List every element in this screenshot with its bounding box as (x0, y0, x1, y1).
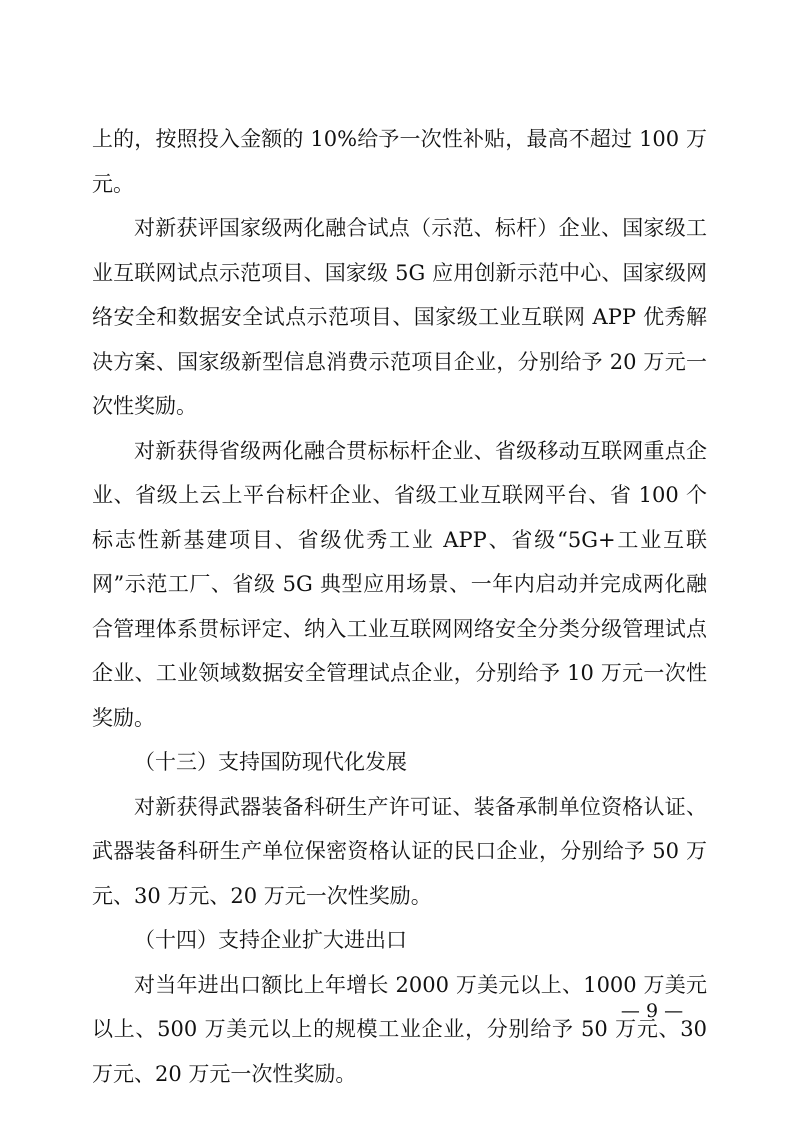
paragraph-national-awards: 对新获评国家级两化融合试点（示范、标杆）企业、国家级工业互联网试点示范项目、国家级 5G 应用创新示范中心、国家级网络安全和数据安全试点示范项目、国家级工业互联网 APP 优秀解决方案、国家级新型信息消费示范项目企业，分别给予 20 万元一次性奖励。 (92, 216, 707, 418)
paragraph-continuation: 上的，按照投入金额的 10%给予一次性补贴，最高不超过 100 万元。 (92, 127, 707, 196)
document-body (92, 117, 707, 1096)
paragraph-trade-awards: 对当年进出口额比上年增长 2000 万美元以上、1000 万美元以上、500 万美元以上的规模工业企业，分别给予 50 万元、30 万元、20 万元一次性奖励。 (92, 972, 707, 1086)
paragraph-defense-awards: 对新获得武器装备科研生产许可证、装备承制单位资格认证、武器装备科研生产单位保密资格认证的民口企业，分别给予 50 万元、30 万元、20 万元一次性奖励。 (92, 794, 707, 908)
section-heading-14: （十四）支持企业扩大进出口 (134, 928, 407, 952)
section-heading-13: （十三）支持国防现代化发展 (134, 750, 407, 774)
page-number: — 9 — (620, 1000, 684, 1022)
paragraph-provincial-awards: 对新获得省级两化融合贯标标杆企业、省级移动互联网重点企业、省级上云上平台标杆企业、省级工业互联网平台、省 100 个标志性新基建项目、省级优秀工业 APP、省级“5G+工业互联网”示范工厂、省级 5G 典型应用场景、一年内启动并完成两化融合管理体系贯标评定、纳入工业互联网网络安全分类分级管理试点企业、工业领域数据安全管理试点企业，分别给予 10 万元一次性奖励。 (92, 438, 707, 730)
